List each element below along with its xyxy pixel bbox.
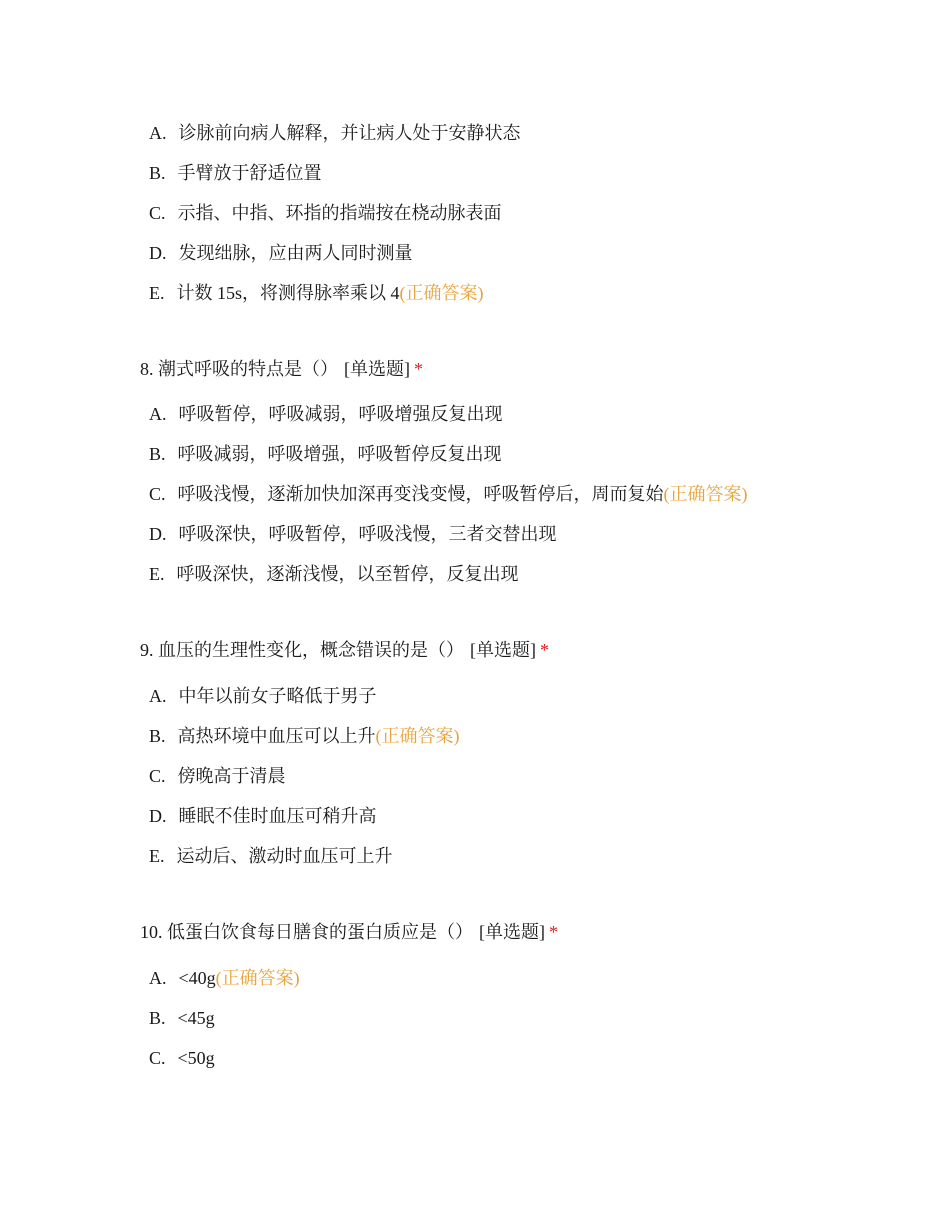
option-text: 发现绌脉，应由两人同时测量 (178, 243, 413, 263)
required-mark: * (549, 922, 558, 942)
option-text: 睡眠不佳时血压可稍升高 (178, 806, 377, 826)
option-row (149, 440, 502, 468)
question-text: 10. 低蛋白饮食每日膳食的蛋白质应是（） (140, 922, 473, 942)
question-text: 9. 血压的生理性变化，概念错误的是（） (140, 640, 464, 660)
option-text: 呼吸深快，逐渐浅慢，以至暂停，反复出现 (176, 564, 519, 584)
option-row (149, 964, 300, 992)
option-text: 手臂放于舒适位置 (177, 163, 322, 183)
option-text: 呼吸深快，呼吸暂停，呼吸浅慢，三者交替出现 (178, 524, 557, 544)
option-row (149, 842, 393, 870)
option-text: 呼吸暂停，呼吸减弱，呼吸增强反复出现 (178, 404, 503, 424)
option-text: <45g (177, 1008, 215, 1028)
option-row (149, 1004, 215, 1032)
option-row (149, 159, 322, 187)
option-letter: B. (149, 444, 166, 464)
option-text: 傍晚高于清晨 (177, 766, 286, 786)
question-type: [单选题] (479, 922, 545, 942)
correct-answer-label: (正确答案) (399, 283, 484, 303)
option-row (149, 560, 519, 588)
option-letter: B. (149, 1008, 166, 1028)
question-title (140, 918, 558, 946)
option-letter: A. (149, 123, 167, 143)
option-row (149, 802, 377, 830)
option-letter: A. (149, 404, 167, 424)
option-letter: B. (149, 726, 166, 746)
option-row (149, 762, 286, 790)
option-row (149, 119, 521, 147)
option-row (149, 480, 748, 508)
option-letter: E. (149, 283, 165, 303)
option-row (149, 682, 377, 710)
option-text: 示指、中指、环指的指端按在桡动脉表面 (177, 203, 502, 223)
required-mark: * (414, 359, 423, 379)
option-row (149, 520, 557, 548)
question-title (140, 636, 549, 664)
correct-answer-label: (正确答案) (375, 726, 460, 746)
correct-answer-label: (正确答案) (215, 968, 300, 988)
option-row (149, 400, 503, 428)
question-title (140, 355, 423, 383)
option-letter: C. (149, 203, 166, 223)
option-letter: E. (149, 564, 165, 584)
option-row (149, 1044, 215, 1072)
option-letter: C. (149, 1048, 166, 1068)
option-letter: C. (149, 484, 166, 504)
option-letter: A. (149, 686, 167, 706)
option-text: 中年以前女子略低于男子 (178, 686, 377, 706)
option-text: 呼吸减弱，呼吸增强，呼吸暂停反复出现 (177, 444, 502, 464)
question-type: [单选题] (344, 359, 410, 379)
question-text: 8. 潮式呼吸的特点是（） (140, 359, 338, 379)
required-mark: * (540, 640, 549, 660)
option-letter: D. (149, 243, 167, 263)
option-text: 呼吸浅慢，逐渐加快加深再变浅变慢，呼吸暂停后，周而复始 (177, 484, 664, 504)
option-letter: D. (149, 524, 167, 544)
option-text: <40g (178, 968, 216, 988)
option-letter: C. (149, 766, 166, 786)
option-row (149, 199, 502, 227)
option-row (149, 239, 413, 267)
option-letter: E. (149, 846, 165, 866)
option-text: <50g (177, 1048, 215, 1068)
option-text: 诊脉前向病人解释，并让病人处于安静状态 (178, 123, 521, 143)
option-text: 高热环境中血压可以上升 (177, 726, 376, 746)
question-type: [单选题] (470, 640, 536, 660)
option-letter: A. (149, 968, 167, 988)
option-text: 计数 15s，将测得脉率乘以 4 (176, 283, 400, 303)
option-letter: B. (149, 163, 166, 183)
option-row (149, 279, 484, 307)
option-letter: D. (149, 806, 167, 826)
option-text: 运动后、激动时血压可上升 (176, 846, 393, 866)
option-row (149, 722, 460, 750)
correct-answer-label: (正确答案) (663, 484, 748, 504)
